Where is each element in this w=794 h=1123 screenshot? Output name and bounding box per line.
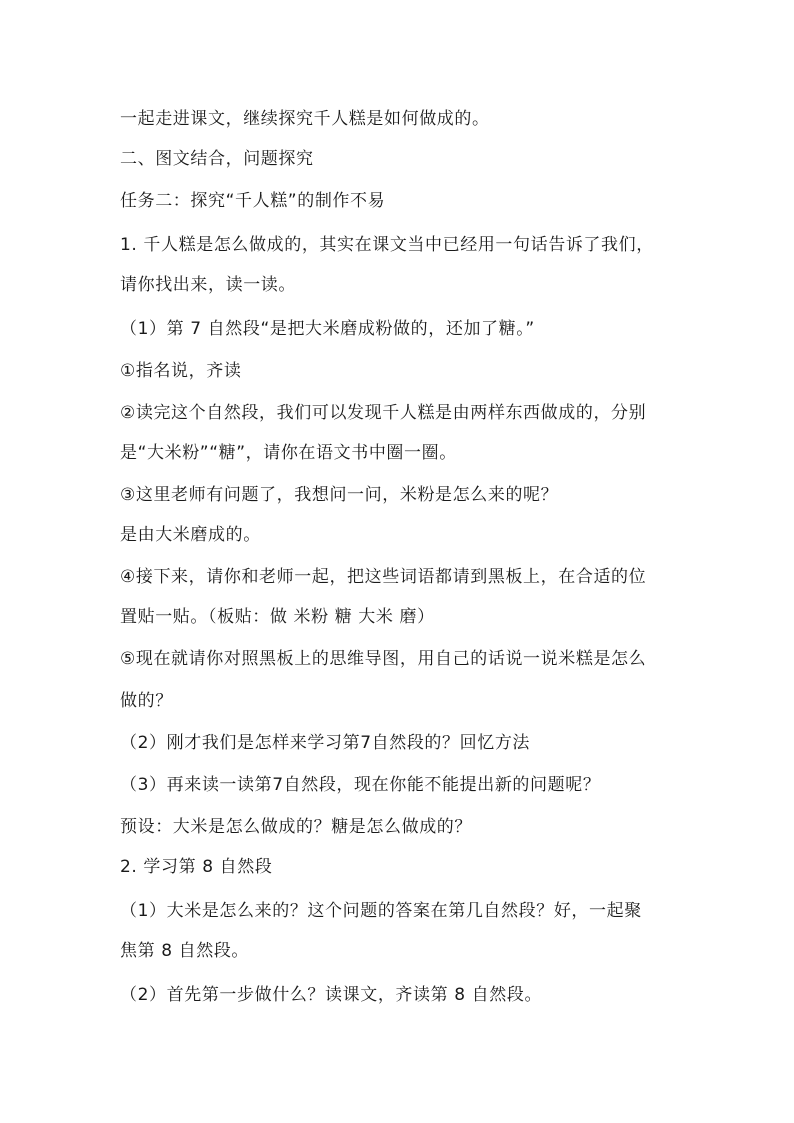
- question-2-step-1-line-1: （1）大米是怎么来的？这个问题的答案在第几自然段？好，一起聚: [120, 901, 642, 921]
- sub-step-5-line-2: 做的？: [120, 691, 173, 711]
- sub-step-3-answer: 是由大米磨成的。: [120, 525, 261, 545]
- task-heading: 任务二：探究“千人糕”的制作不易: [120, 191, 386, 211]
- question-2-heading: 2. 学习第 8 自然段: [120, 857, 273, 877]
- question-1-line-2: 请你找出来，读一读。: [120, 275, 296, 295]
- sub-step-2-line-1: ②读完这个自然段，我们可以发现千人糕是由两样东西做成的，分别: [120, 403, 647, 423]
- step-2: （2）刚才我们是怎样来学习第7自然段的？回忆方法: [120, 733, 531, 753]
- step-3: （3）再来读一读第7自然段，现在你能不能提出新的问题呢？: [120, 775, 601, 795]
- step-1-paragraph-7: （1）第 7 自然段“是把大米磨成粉做的，还加了糖。”: [120, 319, 535, 339]
- sub-step-3: ③这里老师有问题了，我想问一问，米粉是怎么来的呢？: [120, 485, 559, 505]
- sub-step-2-line-2: 是“大米粉”“糖”，请你在语文书中圈一圈。: [120, 443, 457, 463]
- question-2-step-2: （2）首先第一步做什么？读课文，齐读第 8 自然段。: [120, 985, 543, 1005]
- sub-step-1: ①指名说，齐读: [120, 361, 242, 381]
- preset-answer: 预设：大米是怎么做成的？糖是怎么做成的？: [120, 817, 472, 837]
- sub-step-4-line-1: ④接下来，请你和老师一起，把这些词语都请到黑板上，在合适的位: [120, 567, 647, 587]
- sub-step-4-line-2: 置贴一贴。（板贴：做 米粉 糖 大米 磨）: [120, 607, 435, 627]
- text-line-intro: 一起走进课文，继续探究千人糕是如何做成的。: [120, 109, 490, 129]
- sub-step-5-line-1: ⑤现在就请你对照黑板上的思维导图，用自己的话说一说米糕是怎么: [120, 649, 647, 669]
- section-heading: 二、图文结合，问题探究: [120, 149, 314, 169]
- question-1-line-1: 1. 千人糕是怎么做成的，其实在课文当中已经用一句话告诉了我们，: [120, 235, 654, 255]
- question-2-step-1-line-2: 焦第 8 自然段。: [120, 941, 250, 961]
